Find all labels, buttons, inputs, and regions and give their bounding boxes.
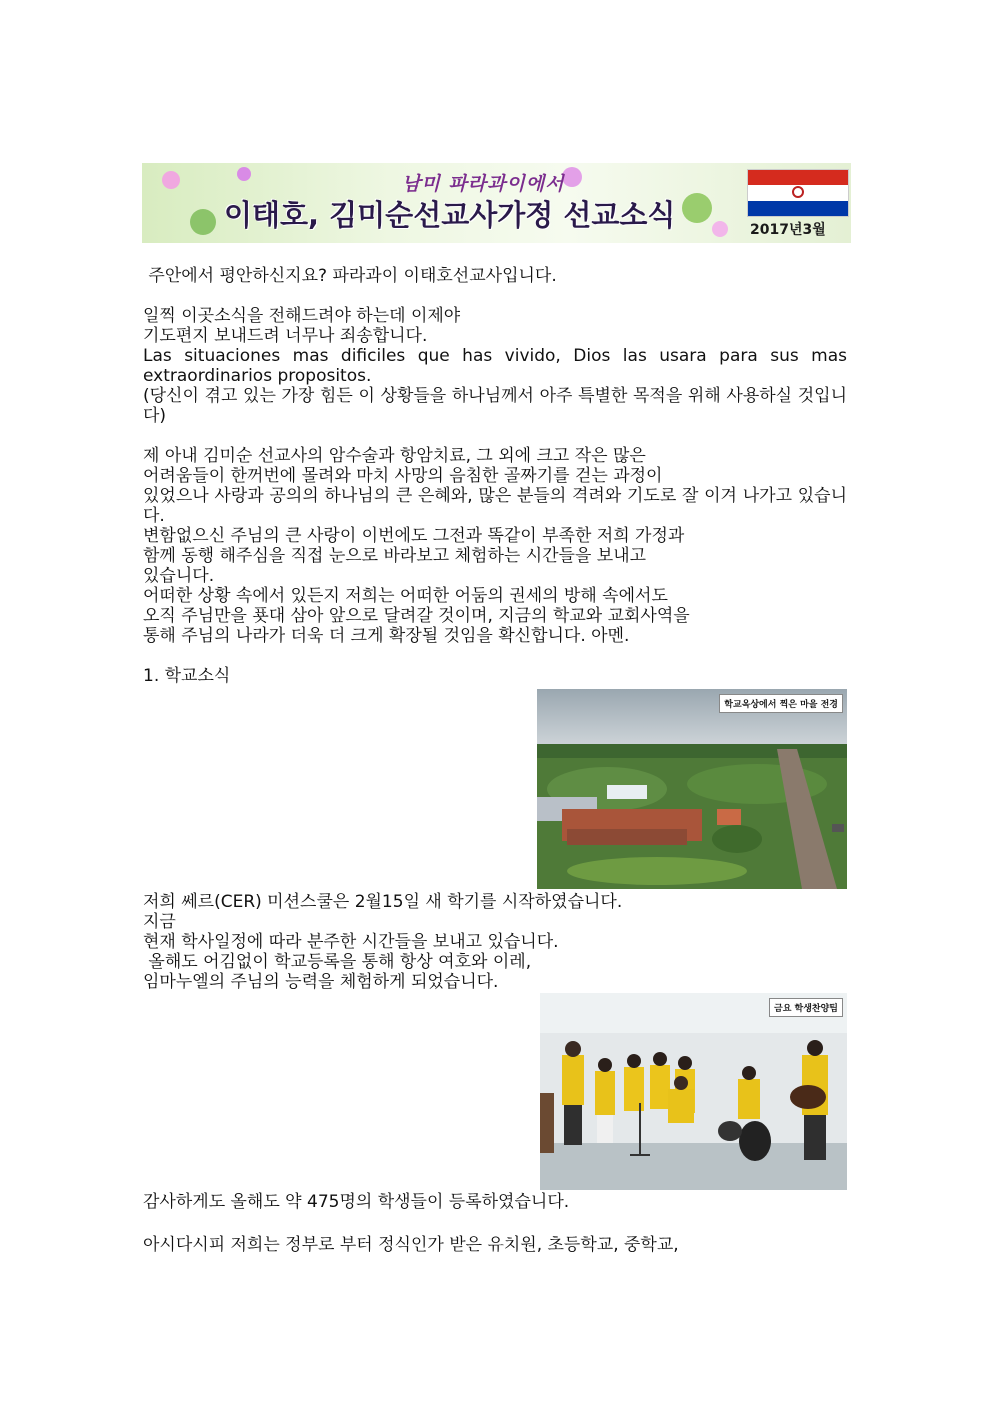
- body-p1-line1: 제 아내 김미순 선교사의 암수술과 항암치료, 그 외에 크고 작은 많은: [143, 446, 646, 466]
- body-p3-line2: 오직 주님만을 푯대 삼아 앞으로 달려갈 것이며, 지금의 학교와 교회사역을: [143, 606, 690, 626]
- body-p2-line1: 변함없으신 주님의 큰 사랑이 이번에도 그전과 똑같이 부족한 저희 가정과: [143, 526, 685, 546]
- flower-decoration: [712, 221, 728, 237]
- flower-decoration: [682, 193, 712, 223]
- school-news-sentence-2: 지금: [143, 912, 176, 932]
- flower-decoration: [162, 171, 180, 189]
- banner-subtitle: 남미 파라과이에서: [402, 173, 565, 195]
- banner-title: 이태호, 김미순선교사가정 선교소식: [224, 198, 676, 232]
- body-p1-line2: 어려움들이 한꺼번에 몰려와 마치 사망의 음침한 골짜기를 걷는 과정이: [143, 466, 663, 486]
- praise-team-photo: [540, 993, 847, 1190]
- body-p2-line3: 있습니다.: [143, 566, 215, 586]
- school-news-sentence-7: 아시다시피 저희는 정부로 부터 정식인가 받은 유치원, 초등학교, 중학교,: [143, 1235, 679, 1255]
- school-news-sentence-4: 올해도 어김없이 학교등록을 통해 항상 여호와 이레,: [143, 952, 532, 972]
- apology-line-2: 기도편지 보내드려 너무나 죄송합니다.: [143, 326, 428, 346]
- body-p2-line2: 함께 동행 해주심을 직접 눈으로 바라보고 체험하는 시간들을 보내고: [143, 546, 647, 566]
- school-news-sentence-6: 감사하게도 올해도 약 475명의 학생들이 등록하였습니다.: [143, 1192, 570, 1212]
- school-news-sentence-5: 임마누엘의 주님의 능력을 체험하게 되었습니다.: [143, 972, 499, 992]
- flag-seal-icon: [792, 186, 804, 198]
- praise-team-image: [540, 993, 847, 1190]
- flower-decoration: [237, 167, 251, 181]
- paraguay-flag-icon: [747, 169, 849, 217]
- school-news-sentence-1: 저희 쎄르(CER) 미션스쿨은 2월15일 새 학기를 시작하였습니다.: [143, 892, 623, 912]
- section-heading-school-news: 1. 학교소식: [143, 666, 231, 686]
- village-landscape-image: [537, 689, 847, 889]
- spanish-quote: Las situaciones mas dificiles que has vivido, Dios las usara para sus mas extraordinarios propositos.: [143, 346, 847, 386]
- korean-quote: (당신이 겪고 있는 가장 힘든 이 상황들을 하나님께서 아주 특별한 목적을 위해 사용하실 것입니다): [143, 386, 847, 426]
- flower-decoration: [190, 209, 216, 235]
- body-p1-rest: 있었으나 사랑과 공의의 하나님의 큰 은혜와, 많은 분들의 격려와 기도로 잘 이겨 나가고 있습니다.: [143, 486, 847, 526]
- school-news-sentence-3: 현재 학사일정에 따라 분주한 시간들을 보내고 있습니다.: [143, 932, 559, 952]
- banner-date: 2017년3월: [750, 222, 826, 238]
- body-p3-line1: 어떠한 상황 속에서 있든지 저희는 어떠한 어둠의 권세의 방해 속에서도: [143, 586, 668, 606]
- apology-line-1: 일찍 이곳소식을 전해드려야 하는데 이제야: [143, 306, 461, 326]
- flower-decoration: [562, 167, 582, 187]
- photo-caption-praise-team: 금요 학생찬양팀: [769, 998, 843, 1017]
- body-p3-line3: 통해 주님의 나라가 더욱 더 크게 확장될 것임을 확신합니다. 아멘.: [143, 626, 630, 646]
- newsletter-banner: [142, 163, 851, 243]
- greeting-text: 주안에서 평안하신지요? 파라과이 이태호선교사입니다.: [143, 266, 557, 286]
- village-aerial-photo: [537, 689, 847, 889]
- photo-caption-village: 학교옥상에서 찍은 마을 전경: [719, 694, 843, 713]
